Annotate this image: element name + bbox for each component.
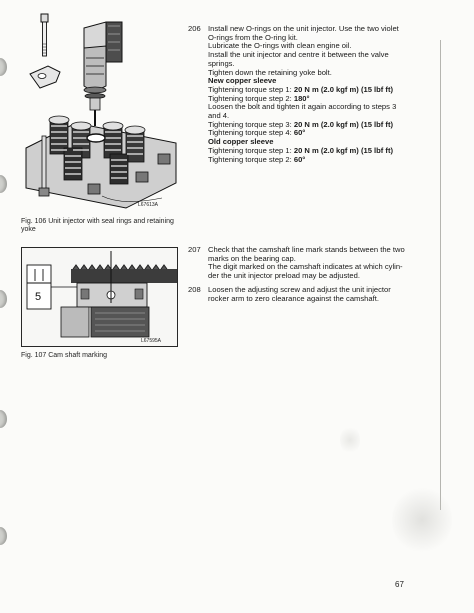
old-copper-sleeve-heading: Old copper sleeve xyxy=(208,137,274,147)
scan-smudge xyxy=(340,425,360,455)
binding-hole xyxy=(0,58,7,76)
page-number: 67 xyxy=(395,580,404,589)
torque-label: Tightening torque step 1: xyxy=(208,84,294,94)
scan-smudge xyxy=(392,485,452,555)
page-edge-line xyxy=(440,40,441,510)
step-207-line: Check that the camshaft line mark stands between the two xyxy=(208,245,405,254)
step-207-number: 207 xyxy=(188,245,201,254)
figure-106-caption xyxy=(21,218,174,234)
step-208-line: Loosen the adjusting screw and adjust the unit injector xyxy=(208,285,391,294)
torque-value: 20 N m (2.0 kgf m) (15 lbf ft) xyxy=(293,84,394,94)
step-206-line: Lubricate the O-rings with clean engine oil. xyxy=(208,41,352,51)
figure-107-code: L67595A xyxy=(141,338,162,344)
step-207-line: The digit marked on the camshaft indicates at which cylin- xyxy=(208,262,403,272)
figure-106-caption-line1: Fig. 106 Unit injector with seal rings and retaining xyxy=(21,218,174,225)
new-copper-sleeve-heading: New copper sleeve xyxy=(208,76,277,86)
step-208-number: 208 xyxy=(188,285,201,294)
torque-value: 20 N m (2.0 kgf m) (15 lbf ft) xyxy=(293,119,394,129)
torque-value: 60° xyxy=(293,154,306,164)
loosen-line-1: Loosen the bolt and tighten it again according to steps 3 xyxy=(208,102,397,112)
step-206-line: Install new O-rings on the unit injector. Use the two violet xyxy=(208,24,399,33)
torque-value: 180° xyxy=(293,93,310,103)
step-206-line: springs. xyxy=(208,58,235,68)
step-207-body xyxy=(208,246,430,281)
binding-hole xyxy=(0,410,7,428)
torque-value: 20 N m (2.0 kgf m) (15 lbf ft) xyxy=(293,145,394,155)
torque-value: 60° xyxy=(293,128,306,138)
torque-label: Tightening torque step 4: xyxy=(208,128,294,138)
step-206-line: Tighten down the retaining yoke bolt. xyxy=(208,67,332,77)
step-206-body xyxy=(208,25,430,164)
figure-107-caption: Fig. 107 Cam shaft marking xyxy=(21,352,107,359)
torque-label: Tightening torque step 2: xyxy=(208,93,294,103)
binding-hole xyxy=(0,290,7,308)
step-206-number: 206 xyxy=(188,24,201,33)
torque-label: Tightening torque step 1: xyxy=(208,145,294,155)
binding-hole xyxy=(0,527,7,545)
old-torque-step-2 xyxy=(208,156,430,165)
step-206 xyxy=(188,24,438,164)
binding-hole xyxy=(0,175,7,193)
torque-label: Tightening torque step 2: xyxy=(208,154,294,164)
figure-106-illustration xyxy=(18,8,178,213)
step-208-line: rocker arm to zero clearance against the camshaft. xyxy=(208,293,379,303)
figure-106-caption-line2: yoke xyxy=(21,226,36,233)
figure-106-code: L67613A xyxy=(138,202,159,208)
step-207-line: der the unit injector preload may be adjusted. xyxy=(208,271,360,281)
step-206-line: Install the unit injector and centre it between the valve xyxy=(208,50,389,60)
figure-107-illustration xyxy=(21,247,178,347)
step-207 xyxy=(188,246,438,286)
torque-label: Tightening torque step 3: xyxy=(208,119,294,129)
camshaft-digit-label: 5 xyxy=(35,291,42,303)
step-208-body xyxy=(208,286,430,303)
step-206-line: O-rings from the O-ring kit. xyxy=(208,32,298,42)
step-208 xyxy=(188,286,438,306)
step-207-line: marks on the bearing cap. xyxy=(208,253,296,263)
loosen-line-2: and 4. xyxy=(208,111,230,121)
